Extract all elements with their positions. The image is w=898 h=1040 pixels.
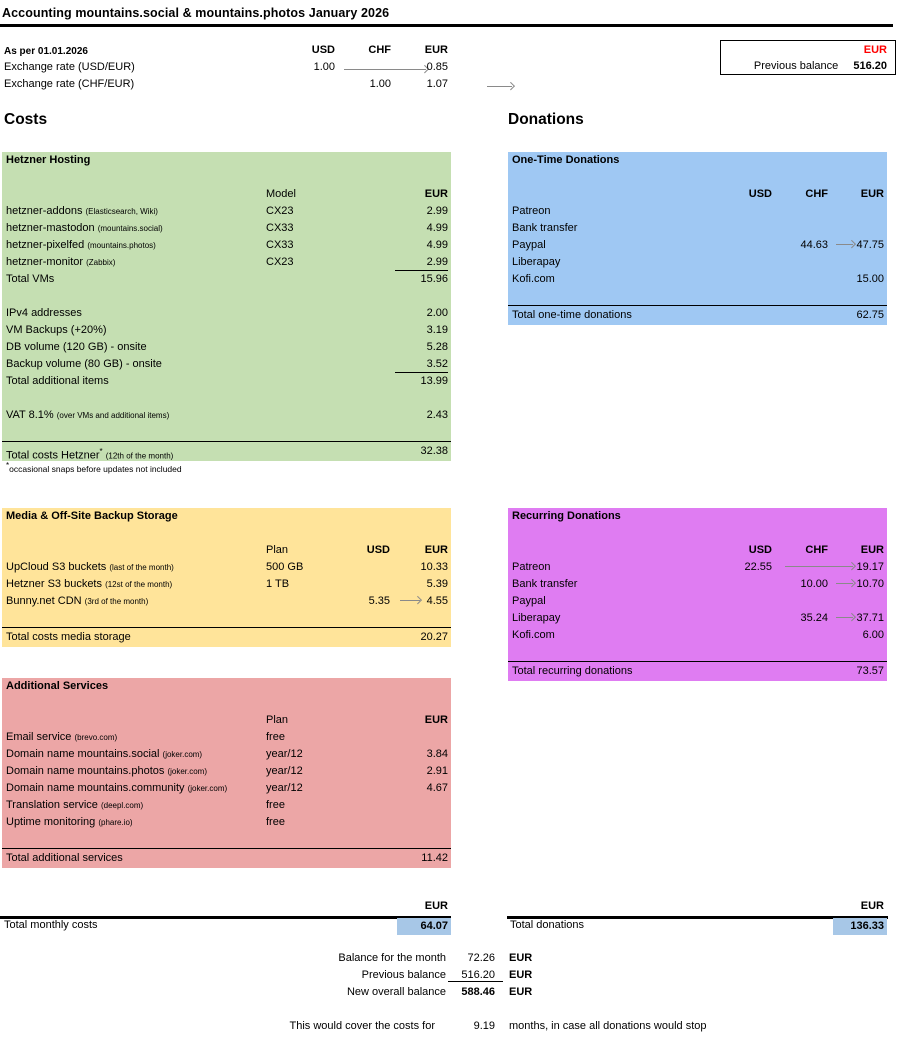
eur-amount: 62.75 — [856, 309, 884, 321]
table-row — [2, 729, 451, 746]
eur-value — [427, 356, 448, 373]
column-header-row — [508, 186, 887, 203]
eur-value — [425, 712, 448, 729]
fx-usd-eur-usd-value: 1.00 — [313, 61, 335, 73]
balance-month-value: 72.26 — [467, 952, 495, 964]
spacer-row — [508, 169, 887, 186]
table-row — [2, 305, 451, 322]
item-label: Bank transfer — [512, 578, 578, 590]
balance-month-label: Balance for the month — [338, 952, 446, 964]
plan-or-model-value: year/12 — [266, 765, 303, 777]
item-note: (Elasticsearch, Wiki) — [85, 207, 158, 216]
spacer-row — [2, 424, 451, 441]
previous-balance-box — [720, 40, 896, 75]
eur-value — [420, 442, 448, 461]
prev-balance-row — [721, 58, 895, 74]
item-note: (deepl.com) — [100, 801, 144, 810]
eur-amount: 73.57 — [856, 665, 884, 677]
fx-header-eur: EUR — [424, 44, 448, 56]
table-row — [508, 576, 887, 593]
donations-heading: Donations — [508, 111, 584, 128]
costs-heading: Costs — [4, 111, 48, 128]
eur-value — [863, 627, 884, 644]
eur-value — [856, 271, 884, 288]
fx-header-chf: CHF — [368, 44, 391, 56]
chf-value: 35.24 — [800, 612, 828, 624]
eur-amount: EUR — [424, 188, 448, 200]
item-label: Domain name mountains.photos (joker.com) — [6, 765, 207, 777]
usd-value: USD — [366, 544, 390, 556]
spacer-row — [2, 169, 451, 186]
one-time-donations-section — [508, 152, 887, 325]
table-row — [508, 237, 887, 254]
table-row — [2, 356, 451, 373]
usd-value: USD — [748, 188, 772, 200]
eur-amount: 6.00 — [862, 629, 884, 641]
new-balance-label: New overall balance — [346, 986, 446, 998]
plan-or-model-value: CX23 — [266, 205, 294, 217]
table-row — [508, 220, 887, 237]
eur-amount: 47.75 — [856, 239, 884, 251]
item-label: Liberapay — [512, 612, 561, 624]
table-row — [2, 576, 451, 593]
item-label: Uptime monitoring (phare.io) — [6, 816, 133, 828]
table-row — [2, 814, 451, 831]
item-note: (3rd of the month) — [84, 597, 149, 606]
plan-or-model-value: Model — [266, 188, 296, 200]
table-row — [508, 254, 887, 271]
spacer-row — [2, 390, 451, 407]
fx-usd-eur-label: Exchange rate (USD/EUR) — [4, 61, 135, 73]
item-label: Translation service (deepl.com) — [6, 799, 144, 811]
coverage-prefix: This would cover the costs for — [289, 1020, 435, 1032]
plan-or-model-value: CX33 — [266, 222, 294, 234]
eur-amount: 5.39 — [426, 578, 448, 590]
plan-or-model-value: year/12 — [266, 782, 303, 794]
spacer-row — [2, 610, 451, 627]
total-monthly-costs-label: Total monthly costs — [4, 919, 98, 931]
spacer-row — [508, 288, 887, 305]
plan-or-model-value: CX23 — [266, 256, 294, 268]
eur-amount: 2.00 — [426, 307, 448, 319]
column-header-row — [508, 542, 887, 559]
column-header-row — [2, 712, 451, 729]
item-label: Bank transfer — [512, 222, 578, 234]
fx-chf-eur-eur-value: 1.07 — [426, 78, 448, 90]
eur-amount: 3.19 — [426, 324, 448, 336]
plan-or-model-value: 500 GB — [266, 561, 304, 573]
new-balance-value: 588.46 — [461, 986, 495, 998]
total-donations-label: Total donations — [510, 919, 584, 931]
usd-value: 5.35 — [368, 595, 390, 607]
eur-value — [856, 662, 884, 681]
chf-value: 10.00 — [800, 578, 828, 590]
total-label: Total one-time donations — [512, 309, 632, 321]
eur-value — [427, 203, 448, 220]
monthly-costs-currency: EUR — [424, 900, 448, 912]
eur-value — [427, 780, 448, 797]
asterisk: * — [99, 447, 103, 456]
item-label: Paypal — [512, 239, 546, 251]
item-label: Hetzner S3 buckets (12st of the month) — [6, 578, 173, 590]
table-row — [2, 322, 451, 339]
conversion-arrow-icon — [836, 613, 855, 622]
item-label: VM Backups (+20%) — [6, 324, 107, 336]
table-row — [508, 559, 887, 576]
item-label: Bunny.net CDN (3rd of the month) — [6, 595, 149, 607]
recurring-donations-section — [508, 508, 887, 681]
eur-amount: EUR — [424, 714, 448, 726]
eur-amount: 11.42 — [421, 852, 448, 864]
total-label: Total recurring donations — [512, 665, 633, 677]
item-label: Domain name mountains.social (joker.com) — [6, 748, 203, 760]
total-label: Total costs media storage — [6, 631, 131, 643]
fx-chf-eur-chf-value: 1.00 — [369, 78, 391, 90]
eur-value — [421, 849, 448, 868]
conversion-arrow-icon — [400, 596, 422, 605]
eur-amount: 15.96 — [420, 273, 448, 285]
item-label: Total VMs — [6, 273, 55, 285]
eur-amount: 15.00 — [856, 273, 884, 285]
chf-value: CHF — [805, 544, 828, 556]
page-title: Accounting mountains.social & mountains.photos January 2026 — [2, 6, 390, 20]
table-row — [508, 610, 887, 627]
spacer-row — [2, 288, 451, 305]
plan-or-model-value: year/12 — [266, 748, 303, 760]
hetzner-footnote — [6, 461, 182, 474]
previous-balance-value: 516.20 — [448, 969, 503, 982]
eur-value — [427, 746, 448, 763]
column-header-row — [2, 186, 451, 203]
prev-balance-value: 516.20 — [853, 60, 887, 72]
section-title: One-Time Donations — [512, 154, 620, 166]
eur-value — [420, 271, 448, 288]
item-label: Liberapay — [512, 256, 561, 268]
item-label: Kofi.com — [512, 629, 555, 641]
table-row — [2, 780, 451, 797]
eur-value — [427, 763, 448, 780]
plan-or-model-value: 1 TB — [266, 578, 290, 590]
item-label: Total additional items — [6, 375, 109, 387]
eur-amount: EUR — [860, 188, 884, 200]
item-label: Domain name mountains.community (joker.com) — [6, 782, 228, 794]
eur-value — [836, 610, 884, 627]
usd-value: 22.55 — [744, 561, 772, 573]
section-title: Hetzner Hosting — [6, 154, 91, 166]
item-label: hetzner-addons (Elasticsearch, Wiki) — [6, 205, 158, 217]
total-monthly-costs-value: 64.07 — [397, 918, 451, 935]
eur-amount: 37.71 — [856, 612, 884, 624]
chf-value: CHF — [805, 188, 828, 200]
table-row — [2, 254, 451, 271]
item-label: Email service (brevo.com) — [6, 731, 118, 743]
item-label: Kofi.com — [512, 273, 555, 285]
eur-value — [420, 628, 448, 647]
eur-value — [836, 576, 884, 593]
item-note: (Zabbix) — [86, 258, 116, 267]
chf-value: 44.63 — [800, 239, 828, 251]
table-row — [508, 627, 887, 644]
table-row — [2, 746, 451, 763]
item-label: hetzner-monitor (Zabbix) — [6, 256, 116, 268]
total-row — [508, 661, 887, 681]
eur-amount: 2.99 — [426, 205, 448, 217]
item-note: (joker.com) — [167, 767, 207, 776]
total-label: Total additional services — [6, 852, 123, 864]
previous-balance-label: Previous balance — [361, 969, 446, 981]
table-row — [2, 373, 451, 390]
eur-amount: 20.27 — [420, 631, 448, 643]
coverage-value: 9.19 — [473, 1020, 495, 1032]
item-note: (joker.com) — [162, 750, 203, 759]
eur-value — [427, 322, 448, 339]
item-note: (mountains.photos) — [87, 241, 156, 250]
footnote-asterisk: * — [6, 461, 10, 470]
section-title: Additional Services — [6, 680, 109, 692]
eur-amount: 10.33 — [420, 561, 448, 573]
total-row — [2, 627, 451, 647]
table-row — [2, 237, 451, 254]
eur-amount: 19.17 — [856, 561, 884, 573]
table-row — [2, 339, 451, 356]
item-note: (over VMs and additional items) — [56, 411, 170, 420]
item-note: (joker.com) — [187, 784, 228, 793]
fx-header-usd: USD — [311, 44, 335, 56]
eur-amount: 4.67 — [426, 782, 448, 794]
eur-amount: 3.52 — [426, 358, 448, 370]
item-label: Backup volume (80 GB) - onsite — [6, 358, 162, 370]
eur-value — [427, 237, 448, 254]
eur-value — [427, 576, 448, 593]
plan-or-model-value: free — [266, 799, 285, 811]
eur-value — [836, 237, 884, 254]
total-label: Total costs Hetzner* (12th of the month) — [6, 447, 174, 462]
total-row — [2, 441, 451, 461]
hetzner-hosting-section — [2, 152, 451, 461]
spacer-row — [508, 525, 887, 542]
plan-or-model-value: CX33 — [266, 239, 294, 251]
item-label: UpCloud S3 buckets (last of the month) — [6, 561, 174, 573]
table-row — [2, 593, 451, 610]
previous-balance-currency: EUR — [509, 969, 533, 981]
eur-value — [856, 306, 884, 325]
table-row — [2, 220, 451, 237]
eur-value — [420, 373, 448, 390]
item-note: (brevo.com) — [74, 733, 118, 742]
eur-value — [427, 254, 448, 271]
item-note: (12st of the month) — [105, 580, 173, 589]
item-note: (phare.io) — [98, 818, 133, 827]
table-row — [2, 203, 451, 220]
eur-amount: 3.84 — [426, 748, 448, 760]
donations-currency: EUR — [860, 900, 884, 912]
item-label: hetzner-pixelfed (mountains.photos) — [6, 239, 156, 251]
prev-balance-label: Previous balance — [753, 60, 839, 72]
spacer-row — [2, 831, 451, 848]
spacer-row — [2, 695, 451, 712]
eur-amount: 2.99 — [426, 256, 448, 268]
eur-value — [861, 542, 884, 559]
item-label: Patreon — [512, 205, 551, 217]
conversion-arrow-icon — [836, 240, 855, 249]
total-donations-value: 136.33 — [833, 918, 887, 935]
eur-value — [861, 186, 884, 203]
new-balance-currency: EUR — [509, 986, 533, 998]
item-label: Patreon — [512, 561, 551, 573]
total-row — [508, 305, 887, 325]
eur-amount: 4.99 — [426, 239, 448, 251]
eur-amount: 5.28 — [426, 341, 448, 353]
table-row — [2, 763, 451, 780]
prev-balance-currency: EUR — [863, 44, 887, 56]
spacer-row — [2, 525, 451, 542]
eur-value — [425, 186, 448, 203]
fx-usd-eur-eur-value: 0.85 — [426, 61, 448, 73]
section-title: Media & Off-Site Backup Storage — [6, 510, 178, 522]
spacer-row — [508, 644, 887, 661]
media-storage-section — [2, 508, 451, 647]
balance-month-currency: EUR — [509, 952, 533, 964]
item-label: DB volume (120 GB) - onsite — [6, 341, 147, 353]
table-row — [2, 407, 451, 424]
eur-amount: 2.91 — [426, 765, 448, 777]
eur-amount: 13.99 — [420, 375, 448, 387]
eur-value — [400, 593, 448, 610]
item-label: IPv4 addresses — [6, 307, 82, 319]
eur-value — [785, 559, 884, 576]
eur-amount: 2.43 — [426, 409, 448, 421]
coverage-suffix: months, in case all donations would stop — [509, 1020, 707, 1032]
eur-value — [425, 542, 448, 559]
eur-value — [420, 559, 448, 576]
section-title: Recurring Donations — [512, 510, 621, 522]
usd-value: USD — [748, 544, 772, 556]
eur-value — [427, 220, 448, 237]
eur-value — [427, 305, 448, 322]
footnote-text: occasional snaps before updates not included — [9, 463, 182, 474]
eur-amount: 4.55 — [426, 595, 448, 607]
eur-amount: EUR — [424, 544, 448, 556]
plan-or-model-value: Plan — [266, 714, 289, 726]
table-row — [2, 271, 451, 288]
conversion-arrow-icon — [487, 82, 514, 91]
item-label: VAT 8.1% (over VMs and additional items) — [6, 409, 170, 421]
conversion-arrow-icon — [836, 579, 855, 588]
item-label: hetzner-mastodon (mountains.social) — [6, 222, 163, 234]
table-row — [508, 271, 887, 288]
plan-or-model-value: free — [266, 731, 285, 743]
eur-value — [427, 407, 448, 424]
table-row — [508, 203, 887, 220]
table-row — [2, 559, 451, 576]
total-row — [2, 848, 451, 868]
item-note: (mountains.social) — [97, 224, 163, 233]
additional-services-section — [2, 678, 451, 868]
eur-amount: 32.38 — [420, 445, 448, 457]
as-per-date-label: As per 01.01.2026 — [4, 46, 88, 57]
eur-value — [427, 339, 448, 356]
column-header-row — [2, 542, 451, 559]
item-note: (last of the month) — [109, 563, 174, 572]
fx-chf-eur-label: Exchange rate (CHF/EUR) — [4, 78, 135, 90]
plan-or-model-value: free — [266, 816, 285, 828]
item-label: Paypal — [512, 595, 546, 607]
title-underline — [0, 24, 893, 27]
eur-amount: 10.70 — [856, 578, 884, 590]
table-row — [2, 797, 451, 814]
plan-or-model-value: Plan — [266, 544, 289, 556]
eur-amount: EUR — [860, 544, 884, 556]
eur-amount: 4.99 — [426, 222, 448, 234]
table-row — [508, 593, 887, 610]
conversion-arrow-icon — [785, 562, 855, 571]
item-note: (12th of the month) — [105, 451, 174, 461]
